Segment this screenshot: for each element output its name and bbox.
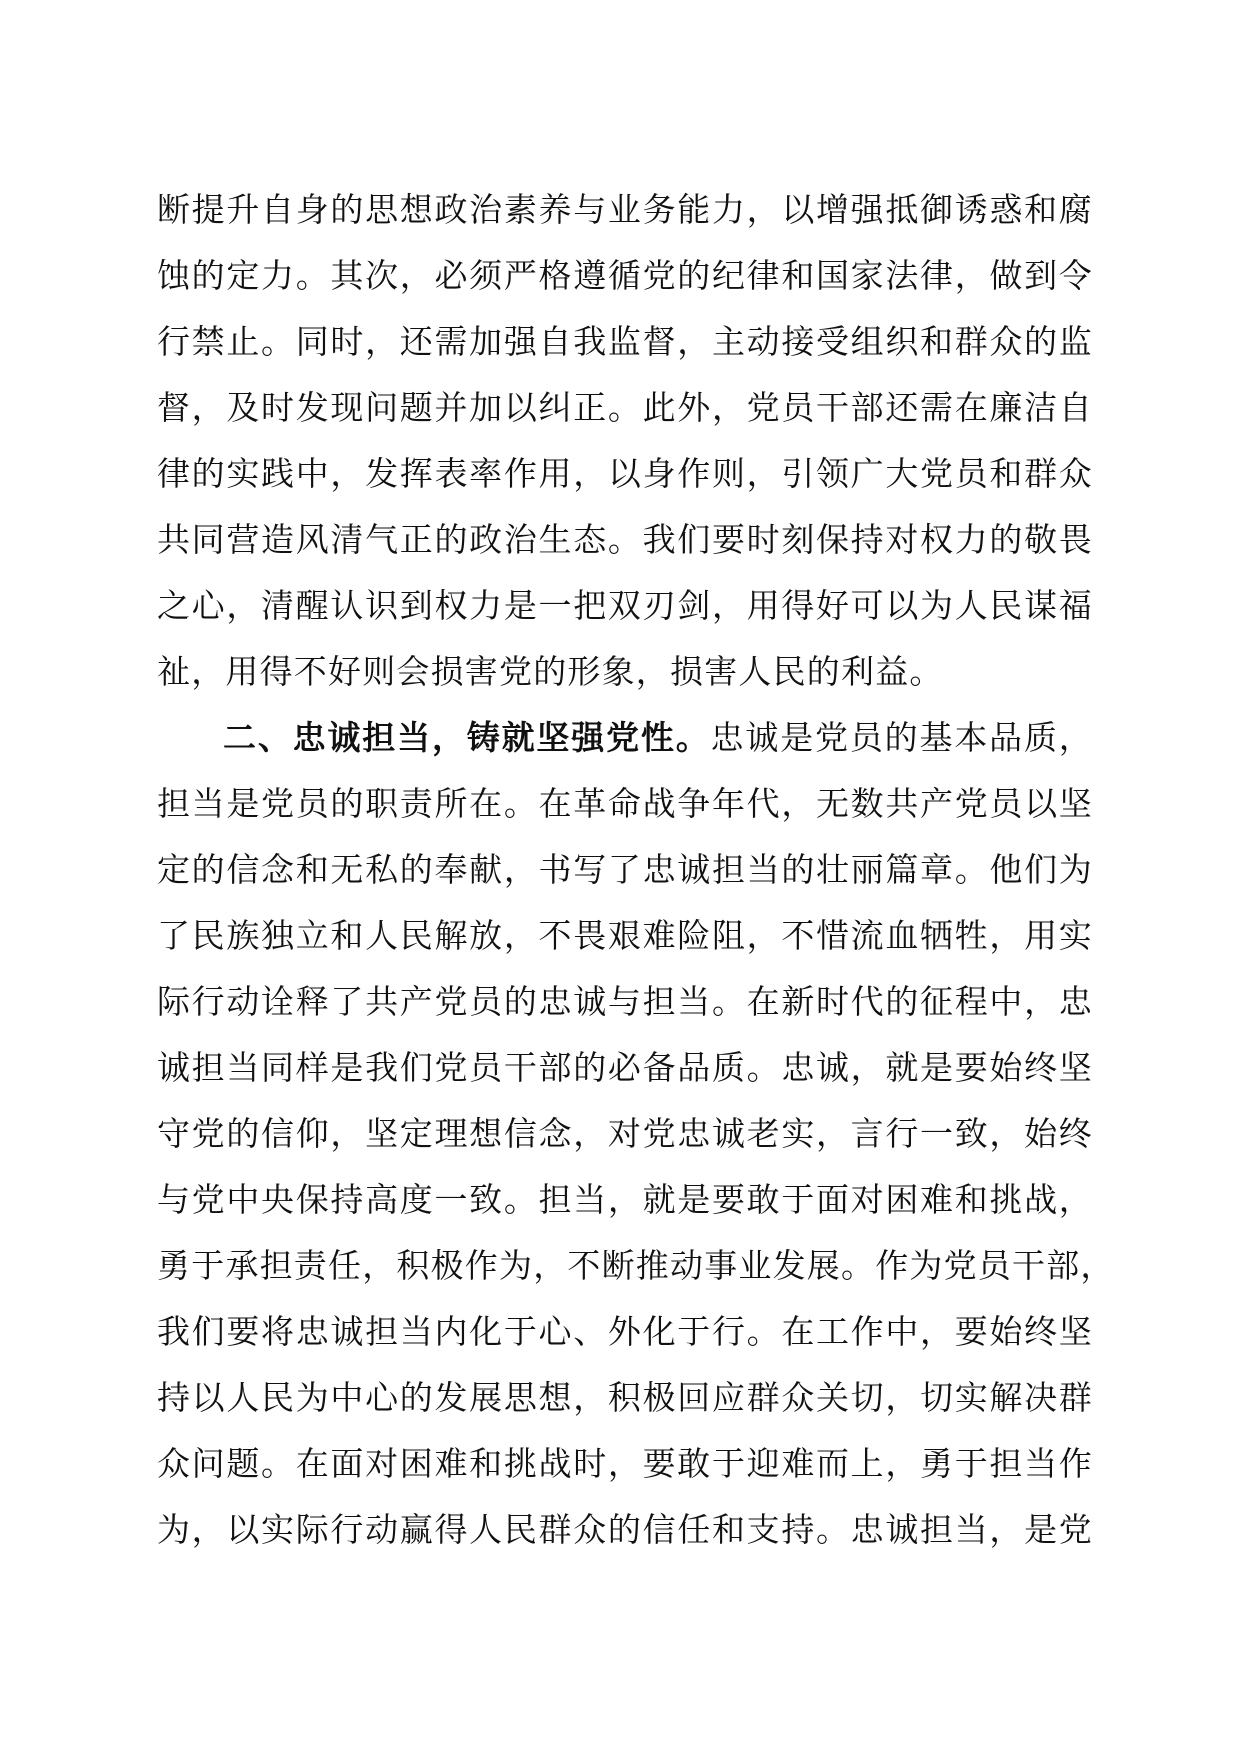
text-line: 与党中央保持高度一致。担当，就是要敢于面对困难和挑战， bbox=[157, 1180, 1093, 1219]
heading-line-rest: 忠诚是党员的基本品质， bbox=[710, 718, 1093, 757]
text-line: 定的信念和无私的奉献，书写了忠诚担当的壮丽篇章。他们为 bbox=[157, 850, 1093, 889]
text-line: 之心，清醒认识到权力是一把双刃剑，用得好可以为人民谋福 bbox=[157, 586, 1093, 625]
paragraph-2 bbox=[157, 705, 1115, 1563]
text-line: 律的实践中，发挥表率作用，以身作则，引领广大党员和群众 bbox=[157, 454, 1093, 493]
text-line: 督，及时发现问题并加以纠正。此外，党员干部还需在廉洁自 bbox=[157, 388, 1093, 427]
text-line: 蚀的定力。其次，必须严格遵循党的纪律和国家法律，做到令 bbox=[157, 256, 1093, 295]
text-line: 断提升自身的思想政治素养与业务能力，以增强抵御诱惑和腐 bbox=[157, 190, 1093, 229]
text-line: 了民族独立和人民解放，不畏艰难险阻，不惜流血牺牲，用实 bbox=[157, 916, 1093, 955]
text-line: 持以人民为中心的发展思想，积极回应群众关切，切实解决群 bbox=[157, 1378, 1093, 1417]
section-heading: 二、忠诚担当，铸就坚强党性。 bbox=[223, 718, 711, 757]
text-line: 众问题。在面对困难和挑战时，要敢于迎难而上，勇于担当作 bbox=[157, 1444, 1093, 1483]
text-line: 行禁止。同时，还需加强自我监督，主动接受组织和群众的监 bbox=[157, 322, 1093, 361]
text-line: 祉，用得不好则会损害党的形象，损害人民的利益。 bbox=[157, 652, 944, 691]
text-line: 为，以实际行动赢得人民群众的信任和支持。忠诚担当，是党 bbox=[157, 1510, 1093, 1549]
text-line: 勇于承担责任，积极作为，不断推动事业发展。作为党员干部， bbox=[157, 1246, 1115, 1285]
text-line: 共同营造风清气正的政治生态。我们要时刻保持对权力的敬畏 bbox=[157, 520, 1093, 559]
text-line: 际行动诠释了共产党员的忠诚与担当。在新时代的征程中，忠 bbox=[157, 982, 1093, 1021]
text-line: 诚担当同样是我们党员干部的必备品质。忠诚，就是要始终坚 bbox=[157, 1048, 1093, 1087]
text-line bbox=[157, 705, 1093, 771]
text-line: 我们要将忠诚担当内化于心、外化于行。在工作中，要始终坚 bbox=[157, 1312, 1093, 1351]
document-body bbox=[157, 177, 1115, 1563]
text-line: 担当是党员的职责所在。在革命战争年代，无数共产党员以坚 bbox=[157, 784, 1093, 823]
text-line: 守党的信仰，坚定理想信念，对党忠诚老实，言行一致，始终 bbox=[157, 1114, 1093, 1153]
paragraph-1 bbox=[157, 177, 1093, 705]
